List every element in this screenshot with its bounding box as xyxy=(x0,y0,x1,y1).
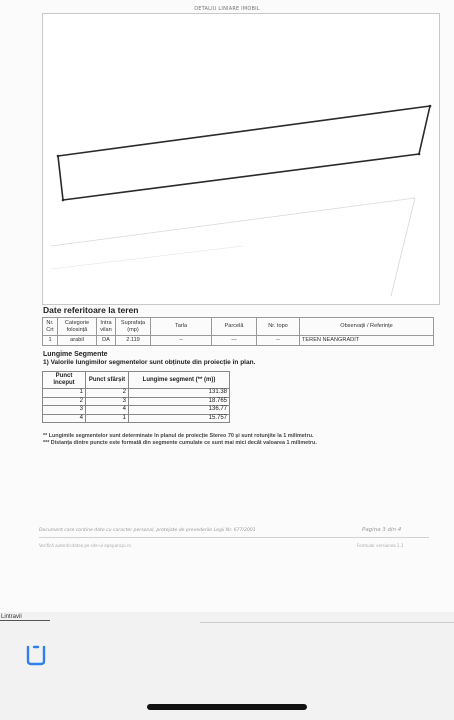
table-cell: 1 xyxy=(43,389,86,398)
segments-subtitle: 1) Valorile lungimilor segmentelor sunt obținute din proiecție în plan. xyxy=(43,359,256,366)
page-view-button[interactable] xyxy=(25,644,47,666)
page-title: DETALIU LINIARE IMOBIL xyxy=(194,6,260,12)
table-cell: -- xyxy=(257,336,300,346)
table-header-cell: Punct sfârșit xyxy=(86,372,129,389)
table-header-cell: Lungime segment (** (m)) xyxy=(129,372,230,389)
parcel-vertex xyxy=(62,199,65,202)
table-cell: 3 xyxy=(43,406,86,415)
table-header-cell: Categorie folosință xyxy=(58,318,97,336)
segments-note-distance: *** Distanța dintre puncte este formată din segmente cumulate ce sunt mai mici decât valoarea 1 milimetru. xyxy=(43,440,317,446)
table-header-cell: Suprafața (mp) xyxy=(116,318,151,336)
home-indicator[interactable] xyxy=(147,704,307,710)
footer-divider xyxy=(39,537,429,538)
table-row xyxy=(43,389,230,398)
parcel-vertex xyxy=(57,155,60,158)
parcel-vertex xyxy=(418,153,421,156)
table-cell: 136.77 xyxy=(129,406,230,415)
table-header-row xyxy=(43,372,230,389)
table-cell: arabil xyxy=(58,336,97,346)
footer-verification-site: Verifică autenticitatea pe site-ul epay.ancpi.ro xyxy=(39,543,131,548)
table-row xyxy=(43,336,434,346)
background-edge xyxy=(51,246,243,269)
table-header-cell: Parcelă xyxy=(212,318,257,336)
parcel-table xyxy=(42,317,434,346)
table-row xyxy=(43,414,230,423)
background-edge xyxy=(391,198,415,296)
parcel-outline xyxy=(58,106,430,200)
table-cell: DA xyxy=(97,336,116,346)
table-header-cell: Observații / Referințe xyxy=(300,318,434,336)
segments-note-rounding: ** Lungimile segmentelor sunt determinate în planul de proiecție Stereo 70 și sunt rotunjite la 1 milimetru. xyxy=(43,433,314,439)
parcel-vertex xyxy=(429,105,432,108)
segments-table xyxy=(42,371,230,423)
footer-personal-data-notice: Document care conține date cu caracter personal, protejate de prevederile Legii Nr. 677/2001 xyxy=(39,528,256,533)
table-header-cell: Nr. Crt xyxy=(43,318,58,336)
segments-title: Lungime Segmente xyxy=(43,351,108,358)
table-header-cell: Intra vilan xyxy=(97,318,116,336)
table-cell: 4 xyxy=(43,414,86,423)
page-number: Pagina 3 din 4 xyxy=(362,527,402,533)
table-cell: TEREN NEANGRADIT xyxy=(300,336,434,346)
parcel-section-title: Date referitoare la teren xyxy=(43,305,139,315)
page-view-icon xyxy=(25,644,47,666)
table-cell: 2 xyxy=(86,389,129,398)
table-cell: 3 xyxy=(86,397,129,406)
viewer-bar-underline xyxy=(0,620,50,621)
table-header-cell: Punct început xyxy=(43,372,86,389)
parcel-plan-drawing xyxy=(43,14,439,304)
table-cell: --- xyxy=(212,336,257,346)
footer-form-version: Formular versiunea 1.1 xyxy=(357,543,404,548)
table-row xyxy=(43,406,230,415)
viewer-bar-divider xyxy=(200,622,454,623)
table-header-row xyxy=(43,318,434,336)
table-header-cell: Nr. topo xyxy=(257,318,300,336)
table-header-cell: Tarla xyxy=(151,318,212,336)
table-cell: 4 xyxy=(86,406,129,415)
top-clipped-header xyxy=(60,0,320,2)
parcel-plan xyxy=(42,13,440,305)
table-cell: 2 xyxy=(43,397,86,406)
table-row xyxy=(43,397,230,406)
table-cell: -- xyxy=(151,336,212,346)
table-cell: 15.757 xyxy=(129,414,230,423)
background-edge xyxy=(51,198,415,246)
table-cell: 1 xyxy=(86,414,129,423)
table-cell: 18.765 xyxy=(129,397,230,406)
viewer-bar-label: Lintravil xyxy=(1,614,22,620)
table-cell: 1 xyxy=(43,336,58,346)
table-cell: 2.119 xyxy=(116,336,151,346)
table-cell: 131.38 xyxy=(129,389,230,398)
